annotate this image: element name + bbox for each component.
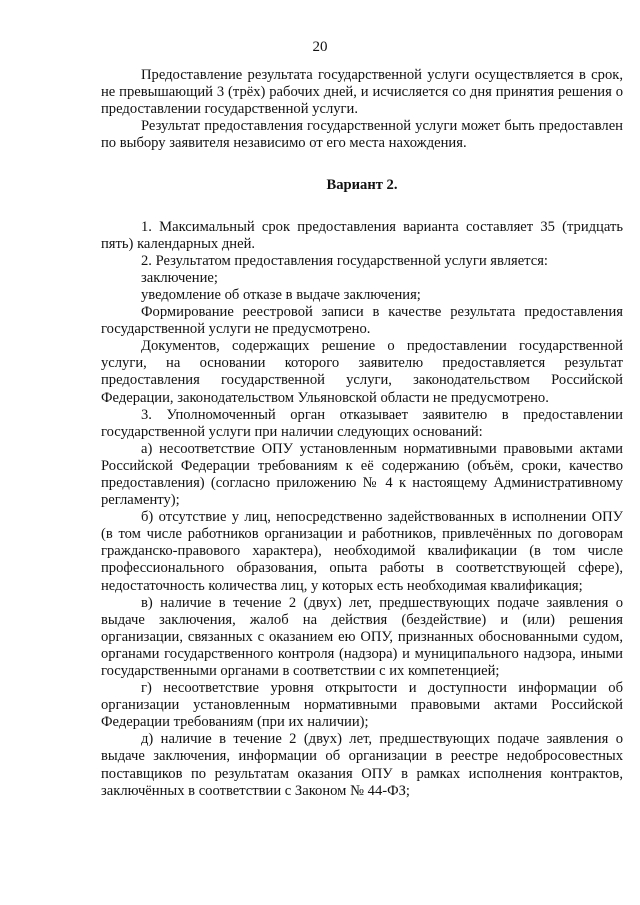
list-item-d: д) наличие в течение 2 (двух) лет, предшествующих подаче заявления о выдаче заключения, информации об организации в реестре недобросовестных поставщиков по результатам оказания ОПУ в рамках исполнения контрактов, заключённых в соответствии с Законом № 44-ФЗ; — [101, 731, 623, 799]
paragraph-refusal-grounds: 3. Уполномоченный орган отказывает заявителю в предоставлении государственной услуги при наличии следующих оснований: — [101, 406, 623, 440]
list-item-g: г) несоответствие уровня открытости и доступности информации об организации установленным нормативными правовыми актами Российской Федерации требованиям (при их наличии); — [101, 680, 623, 731]
list-item-v: в) наличие в течение 2 (двух) лет, предшествующих подаче заявления о выдаче заключения, жалоб на действия (бездействие) и (или) решения организации, связанных с оказанием ею ОПУ, признанных обоснованными судом, органами государственного контроля (надзора) и муниципального надзора, иными государственными органами в соответствии с их компетенцией; — [101, 594, 623, 679]
section-heading-variant-2: Вариант 2. — [326, 177, 398, 194]
paragraph-decision-documents: Документов, содержащих решение о предоставлении государственной услуги, на основании которого заявителю предоставляется результат предоставления государственной услуги, законодательством Российской Федерации, законодательством Ульяновской области не предусмотрено. — [101, 338, 623, 406]
paragraph-registry-record: Формирование реестровой записи в качестве результата предоставления государственной услуги не предусмотрено. — [101, 304, 623, 338]
paragraph-result-delivery: Результат предоставления государственной услуги может быть предоставлен по выбору заявителя независимо от его места нахождения. — [101, 118, 623, 152]
paragraph-conclusion: заключение; — [141, 269, 218, 286]
paragraph-result-deadline: Предоставление результата государственной услуги осуществляется в срок, не превышающий 3 (трёх) рабочих дней, и исчисляется со дня принятия решения о предоставлении государственной услуги. — [101, 67, 623, 118]
list-item-a: а) несоответствие ОПУ установленным нормативными правовыми актами Российской Федерации требованиям к её содержанию (объём, сроки, качество предоставления) (согласно приложению № 4 к настоящему Административному регламенту); — [101, 440, 623, 509]
document-body — [101, 67, 623, 800]
paragraph-max-term: 1. Максимальный срок предоставления варианта составляет 35 (тридцать пять) календарных дней. — [101, 218, 623, 252]
paragraph-service-result: 2. Результатом предоставления государственной услуги является: — [141, 252, 548, 269]
paragraph-refusal-notice: уведомление об отказе в выдаче заключения; — [141, 286, 421, 303]
page-number: 20 — [312, 39, 328, 55]
list-item-b: б) отсутствие у лиц, непосредственно задействованных в исполнении ОПУ (в том числе работников организации и работников, привлечённых по договорам гражданско-правового характера), необходимой квалификации (в том числе профессионального образования, опыта работы в соответствующей сфере), недостаточность количества лиц, у которых есть необходимая квалификация; — [101, 509, 623, 594]
